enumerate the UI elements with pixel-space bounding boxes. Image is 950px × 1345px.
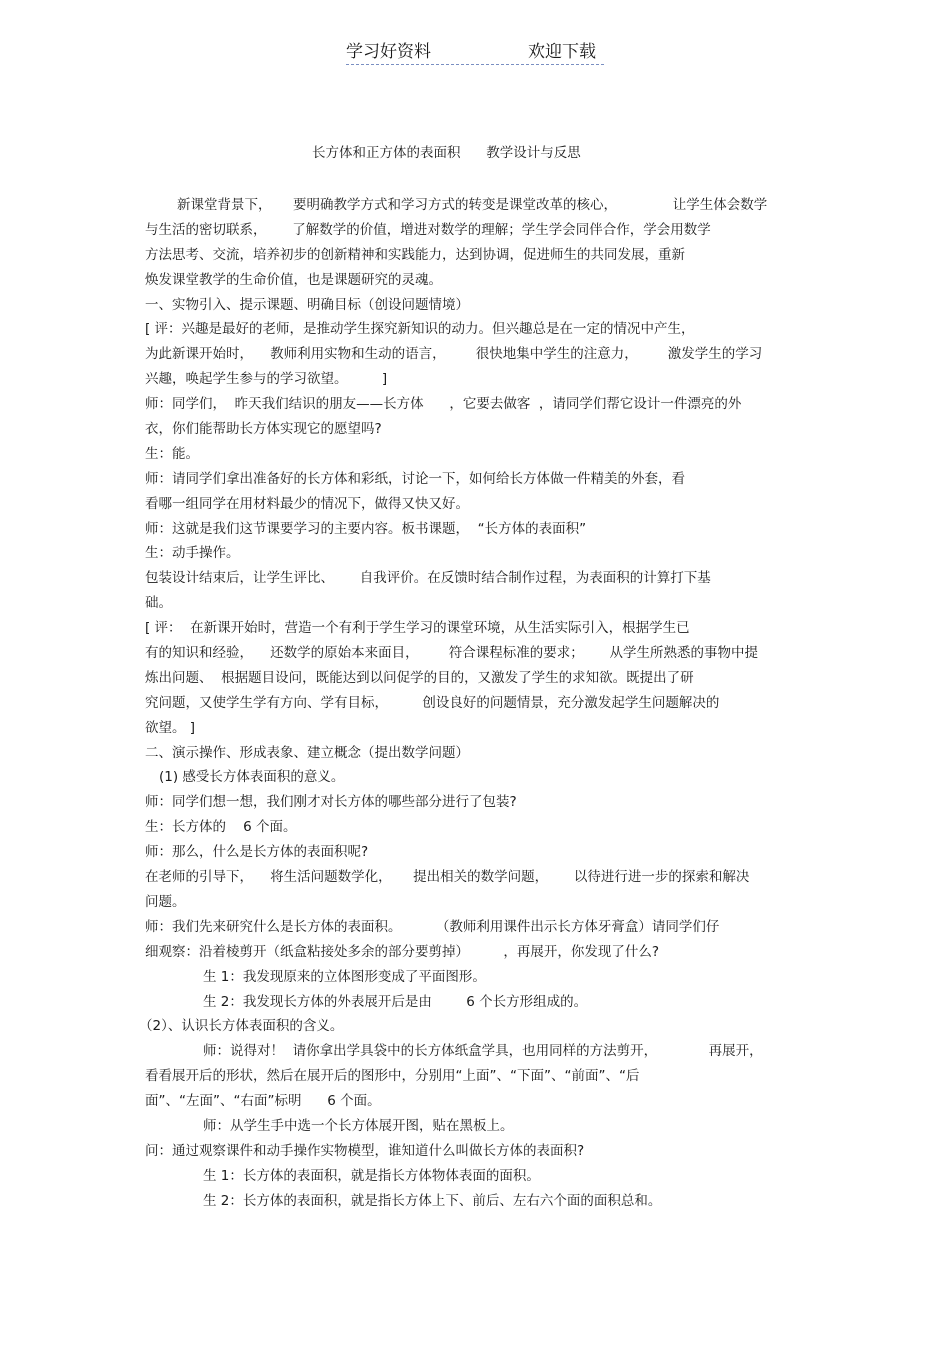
text-line: 衣，你们能帮助长方体实现它的愿望吗? [145,421,382,438]
text-line: 究问题，又使学生学有方向、学有目标， 创设良好的问题情景，充分激发起学生问题解决的 [145,694,720,711]
text-line: 一、实物引入、提示课题、明确目标（创设问题情境） [145,296,469,313]
text-line: 与生活的密切联系， 了解数学的价值，增进对数学的理解；学生学会同伴合作，学会用数学 [145,221,711,238]
text-line: [ 评： 在新课开始时，营造一个有利于学生学习的课堂环境，从生活实际引入，根据学生已 [145,620,690,637]
text-line: 师：我们先来研究什么是长方体的表面积。 （教师利用课件出示长方体牙膏盒）请同学们仔 [145,918,720,935]
text-line: 看哪一组同学在用材料最少的情况下，做得又快又好。 [145,495,469,512]
text-line: 生 1：我发现原来的立体图形变成了平面图形。 [203,968,486,985]
text-line: 问：通过观察课件和动手操作实物模型，谁知道什么叫做长方体的表面积? [145,1142,585,1159]
text-line: 欲望。 ] [145,719,196,736]
text-line: 师：从学生手中选一个长方体展开图，贴在黑板上。 [203,1117,514,1134]
text-line: 生：动手操作。 [145,545,240,562]
text-line: 兴趣，唤起学生参与的学习欲望。 ] [145,371,388,388]
text-line: 有的知识和经验， 还数学的原始本来面目， 符合课程标准的要求； 从学生所熟悉的事物中提 [145,645,758,662]
text-line: 在老师的引导下， 将生活问题数学化， 提出相关的数学问题， 以待进行进一步的探索和解决 [145,869,750,886]
text-line: 师：同学们想一想，我们刚才对长方体的哪些部分进行了包装? [145,794,517,811]
document-body [139,193,810,1214]
text-line: 二、演示操作、形成表象、建立概念（提出数学问题） [145,744,469,761]
header-left-text: 学习好资料 [346,42,431,62]
text-line: 新课堂背景下， 要明确教学方式和学习方式的转变是课堂改革的核心， 让学生体会数学 [177,197,768,213]
text-line: 师：那么，什么是长方体的表面积呢? [145,844,369,861]
text-line: 生 2：长方体的表面积，就是指长方体上下、前后、左右六个面的面积总和。 [203,1192,662,1209]
text-line: 师：这就是我们这节课要学习的主要内容。板书课题， “长方体的表面积” [145,520,587,537]
text-line: （2）、认识长方体表面积的含义。 [139,1018,344,1035]
text-line: 焕发课堂教学的生命价值，也是课题研究的灵魂。 [145,271,442,288]
text-line: 问题。 [145,893,186,910]
header-right-text: 欢迎下载 [528,42,596,62]
text-line: 础。 [145,595,172,612]
text-line: 面”、“左面”、“右面”标明 6 个面。 [145,1093,381,1110]
text-line: 为此新课开始时， 教师利用实物和生动的语言， 很快地集中学生的注意力， 激发学生的学习 [145,346,763,363]
text-line: 师：说得对！ 请你拿出学具袋中的长方体纸盒学具，也用同样的方法剪开， 再展开， [203,1043,763,1060]
document-title: 长方体和正方体的表面积 教学设计与反思 [312,145,581,161]
text-line: (1) 感受长方体表面积的意义。 [159,769,345,786]
text-line: 师：同学们， 昨天我们结识的朋友——长方体 ，它要去做客 ，请同学们帮它设计一件漂亮的外 [145,396,742,413]
text-line: 生 2：我发现长方体的外表展开后是由 6 个长方形组成的。 [203,993,588,1010]
text-line: 包装设计结束后，让学生评比、 自我评价。在反馈时结合制作过程，为表面积的计算打下基 [145,570,711,587]
text-line: 生 1：长方体的表面积，就是指长方体物体表面的面积。 [203,1167,540,1184]
text-line: [ 评：兴趣是最好的老师，是推动学生探究新知识的动力。但兴趣总是在一定的情况中产生， [145,321,695,338]
text-line: 细观察：沿着棱剪开（纸盒粘接处多余的部分要剪掉） ，再展开，你发现了什么? [145,943,659,960]
page-header [346,40,604,65]
text-line: 生：长方体的 6 个面。 [145,819,297,836]
text-line: 生：能。 [145,445,199,462]
text-line: 看看展开后的形状，然后在展开后的图形中，分别用“上面”、“下面”、“前面”、“后 [145,1068,640,1085]
text-line: 师：请同学们拿出准备好的长方体和彩纸，讨论一下，如何给长方体做一件精美的外套，看 [145,470,685,487]
text-line: 方法思考、交流，培养初步的创新精神和实践能力，达到协调，促进师生的共同发展，重新 [145,246,685,263]
text-line: 炼出问题、 根据题目设问，既能达到以问促学的目的，又激发了学生的求知欲。既提出了研 [145,669,694,686]
